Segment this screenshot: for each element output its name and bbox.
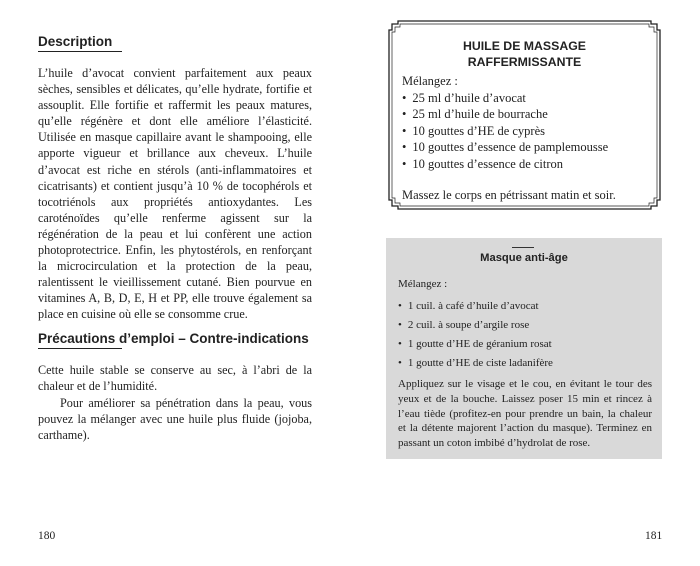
massage-oil-instructions: Massez le corps en pétrissant matin et soir. xyxy=(402,188,616,202)
anti-aging-mask-intro: Mélangez : xyxy=(398,278,448,290)
massage-oil-intro: Mélangez : xyxy=(402,74,458,88)
precautions-paragraph-2: Pour améliorer sa pénétration dans la peau, vous pouvez la mélanger avec une huile plus fluide (jojoba, carthame). xyxy=(38,396,312,443)
description-paragraph: L’huile d’avocat convient parfaitement aux peaux sèches, sensibles et délicates, qu’elle hydrate, fortifie et assouplit. Elle fortifie et raffermit les peaux matures, qu’elle régénère et dont elle améliore l’élasticité. Utilisée en masque capillaire avant le shampooing, elle apporte vigueur et brillance aux cheveux. L’huile d’avocat est riche en stérols (anti-inflammatoires et cicatrisants) et contient jusqu’à 10 % de tocophérols et tocotriénols aux propriétés antioxydantes. Les caroténoïdes qu’elle renferme agissent sur la régénération de la peau et lui confèrent une action photoprotectrice. Enfin, les phytostérols, en renforçant la microcirculation et la protection de la peau, ralentissent le vieillissement cutané. Bien pourvue en vitamines A, B, D, E, H et PP, elle trouve également sa place en cuisine où elle se consomme crue. xyxy=(38,66,312,322)
list-item: • 1 goutte d’HE de géranium rosat xyxy=(398,335,553,354)
anti-aging-mask-instructions: Appliquez sur le visage et le cou, en évitant le tour des yeux et de la bouche. Laissez poser 15 min et rincez à l’eau tiède (profitez-en pour prendre un bain, la chaleur et la détente majorent l’action du masque). Terminez en passant un coton imbibé d’hydrolat de rose. xyxy=(398,378,652,450)
massage-oil-title-line2: RAFFERMISSANTE xyxy=(467,55,582,69)
list-item: • 1 cuil. à café d’huile d’avocat xyxy=(398,297,553,316)
list-item: • 10 gouttes d’essence de pamplemousse xyxy=(402,139,652,156)
list-item: • 1 goutte d’HE de ciste ladanifère xyxy=(398,354,553,373)
massage-oil-title xyxy=(388,38,661,70)
list-item: • 10 gouttes d’HE de cyprès xyxy=(402,123,652,140)
precautions-heading-underline xyxy=(38,348,122,349)
right-page xyxy=(350,0,700,566)
massage-oil-recipe-box xyxy=(388,20,661,210)
description-heading: Description xyxy=(38,34,113,49)
anti-aging-mask-box xyxy=(386,238,662,459)
list-item: • 10 gouttes d’essence de citron xyxy=(402,156,652,173)
massage-oil-body xyxy=(402,73,652,204)
title-dash xyxy=(512,247,534,248)
list-item: • 25 ml d’huile d’avocat xyxy=(402,90,652,107)
list-item: • 2 cuil. à soupe d’argile rose xyxy=(398,316,553,335)
anti-aging-mask-title: Masque anti-âge xyxy=(480,252,568,264)
description-heading-underline xyxy=(38,51,122,52)
massage-oil-title-line1: HUILE DE MASSAGE xyxy=(463,39,586,53)
precautions-heading: Précautions d’emploi – Contre-indications xyxy=(38,331,309,346)
massage-oil-ingredient-list xyxy=(402,90,652,173)
page-number-left: 180 xyxy=(38,530,56,542)
page-number-right: 181 xyxy=(645,530,663,542)
list-item: • 25 ml d’huile de bourrache xyxy=(402,106,652,123)
precautions-paragraph-1: Cette huile stable se conserve au sec, à l’abri de la chaleur et de l’humidité. xyxy=(38,363,312,394)
anti-aging-mask-ingredient-list xyxy=(398,297,553,373)
